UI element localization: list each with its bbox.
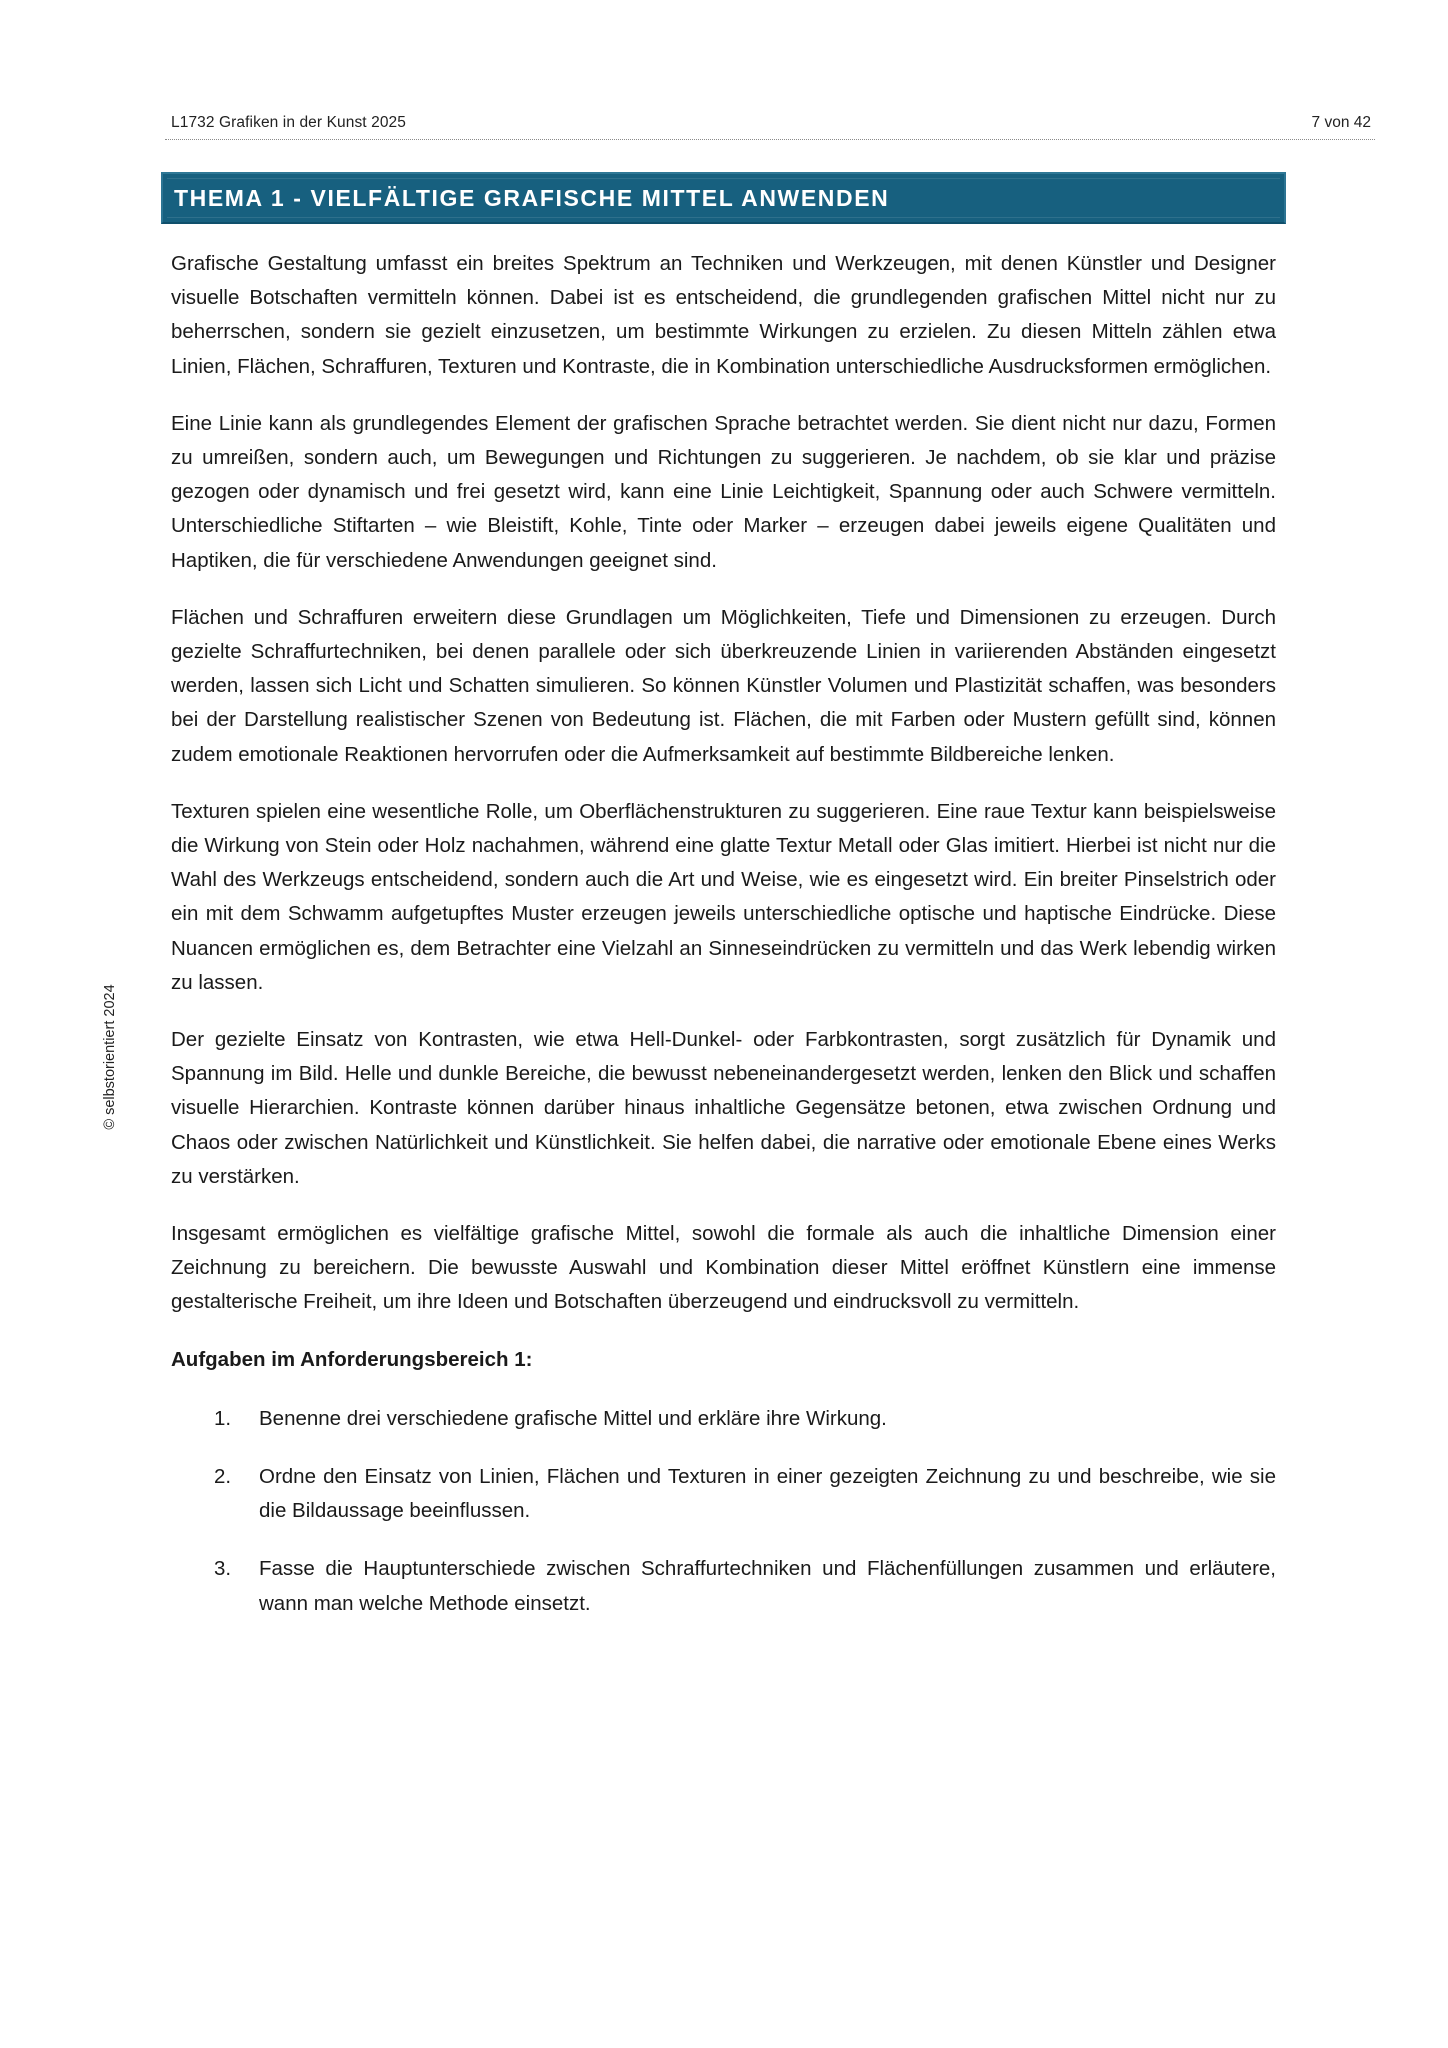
task-number: 3. (214, 1557, 232, 1581)
task-item (171, 1460, 1276, 1528)
paragraph-intro: Grafische Gestaltung umfasst ein breites Spektrum an Techniken und Werkzeugen, mit denen Künstler und Designer visuelle Botschaften vermitteln können. Dabei ist es entscheidend, die grundlegenden grafischen Mittel nicht nur zu beherrschen, sondern sie gezielt einzusetzen, um bestimmte Wirkungen zu erzielen. Zu diesen Mitteln zählen etwa Linien, Flächen, Schraffuren, Texturen und Kontraste, die in Kombination unterschiedliche Ausdrucksformen ermöglichen. (171, 252, 1276, 378)
header-divider (165, 139, 1375, 140)
paragraph-fazit: Insgesamt ermöglichen es vielfältige grafische Mittel, sowohl die formale als auch die inhaltliche Dimension einer Zeichnung zu bereichern. Die bewusste Auswahl und Kombination dieser Mittel eröffnet Künstlern eine immense gestalterische Freiheit, um ihre Ideen und Botschaften überzeugend und eindrucksvoll zu vermitteln. (171, 1222, 1276, 1314)
page-header (171, 112, 1375, 140)
task-text: Benenne drei verschiedene grafische Mittel und erkläre ihre Wirkung. (259, 1406, 887, 1430)
task-text: Fasse die Hauptunterschiede zwischen Schraffurtechniken und Flächenfüllungen zusammen und erläutere, wann man welche Methode einsetzt. (259, 1557, 1276, 1615)
task-text: Ordne den Einsatz von Linien, Flächen und Texturen in einer gezeigten Zeichnung zu und beschreibe, wie sie die Bildaussage beeinflussen. (259, 1464, 1276, 1523)
paragraph-texturen: Texturen spielen eine wesentliche Rolle, um Oberflächenstrukturen zu suggerieren. Eine raue Textur kann beispielsweise die Wirkung von Stein oder Holz nachahmen, während eine glatte Textur Metall oder Glas imitiert. Hierbei ist nicht nur die Wahl des Werkzeugs entscheidend, sondern auch die Art und Weise, wie es eingesetzt wird. Ein breiter Pinselstrich oder ein mit dem Schwamm aufgetupftes Muster erzeugen jeweils unterschiedliche optische und haptische Eindrücke. Diese Nuancen ermöglichen es, dem Betrachter eine Vielzahl an Sinneseindrücken zu vermitteln und das Werk lebendig wirken zu lassen. (171, 799, 1276, 994)
paragraph-linie: Eine Linie kann als grundlegendes Element der grafischen Sprache betrachtet werden. Sie dient nicht nur dazu, Formen zu umreißen, sondern auch, um Bewegungen und Richtungen zu suggerieren. Je nachdem, ob sie klar und präzise gezogen oder dynamisch und frei gesetzt wird, kann eine Linie Leichtigkeit, Spannung oder auch Schwere vermitteln. Unterschiedliche Stiftarten – wie Bleistift, Kohle, Tinte oder Marker – erzeugen dabei jeweils eigene Qualitäten und Haptiken, die für verschiedene Anwendungen geeignet sind. (171, 411, 1276, 572)
section-title: THEMA 1 - VIELFÄLTIGE GRAFISCHE MITTEL ANWENDEN (174, 185, 890, 211)
task-item (171, 1402, 1276, 1436)
section-banner (161, 172, 1286, 224)
copyright-notice: © selbstorientiert 2024 (102, 984, 118, 1130)
document-title: L1732 Grafiken in der Kunst 2025 (171, 114, 406, 131)
task-list (171, 1402, 1276, 1621)
paragraph-flaechen: Flächen und Schraffuren erweitern diese Grundlagen um Möglichkeiten, Tiefe und Dimensionen zu erzeugen. Durch gezielte Schraffurtechniken, bei denen parallele oder sich überkreuzende Linien in variierenden Abständen eingesetzt werden, lassen sich Licht und Schatten simulieren. So können Künstler Volumen und Plastizität schaffen, was besonders bei der Darstellung realistischer Szenen von Bedeutung ist. Flächen, die mit Farben oder Mustern gefüllt sind, können zudem emotionale Reaktionen hervorrufen oder die Aufmerksamkeit auf bestimmte Bildbereiche lenken. (171, 605, 1276, 766)
main-content (171, 247, 1276, 1645)
page-indicator: 7 von 42 (1311, 114, 1371, 131)
tasks-heading: Aufgaben im Anforderungsbereich 1: (171, 1347, 533, 1371)
task-item (171, 1552, 1276, 1620)
task-number: 1. (214, 1406, 232, 1430)
task-number: 2. (214, 1464, 232, 1488)
paragraph-kontraste: Der gezielte Einsatz von Kontrasten, wie etwa Hell-Dunkel- oder Farbkontrasten, sorgt zusätzlich für Dynamik und Spannung im Bild. Helle und dunkle Bereiche, die bewusst nebeneinandergesetzt werden, lenken den Blick und schaffen visuelle Hierarchien. Kontraste können darüber hinaus inhaltliche Gegensätze betonen, etwa zwischen Ordnung und Chaos oder zwischen Natürlichkeit und Künstlichkeit. Sie helfen dabei, die narrative oder emotionale Ebene eines Werks zu verstärken. (171, 1028, 1276, 1188)
